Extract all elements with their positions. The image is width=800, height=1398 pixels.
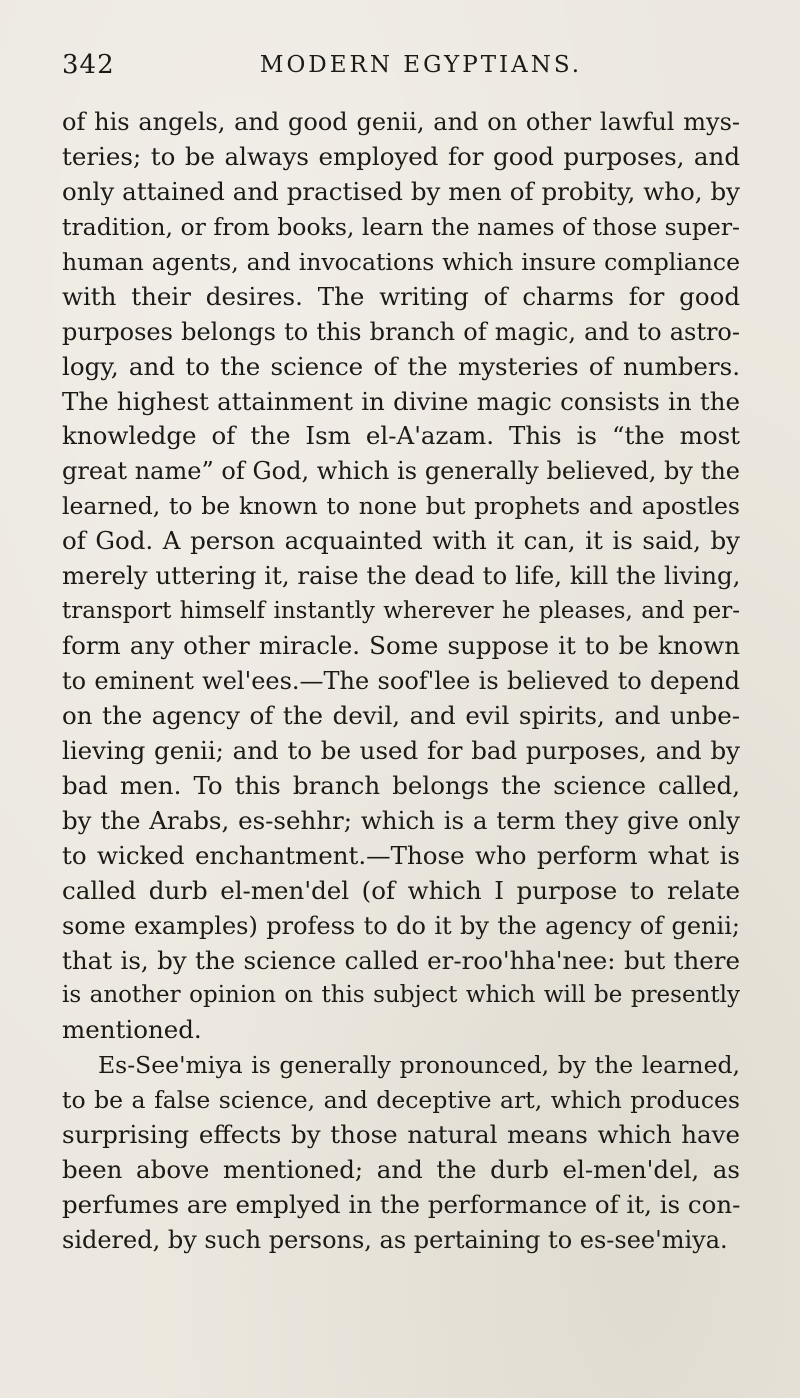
- text-line: purposes belongs to this branch of magic, and to astro-: [62, 317, 740, 346]
- text-line: called durb el-men'del (of which I purpose to relate: [62, 875, 740, 905]
- text-line: with their desires. The writing of charms for good: [62, 281, 740, 311]
- text-line: is another opinion on this subject which will be presently: [62, 982, 740, 1009]
- text-line: bad men. To this branch belongs the science called,: [62, 770, 740, 800]
- page-number: 342: [62, 50, 115, 80]
- text-line: lieving genii; and to be used for bad purposes, and by: [62, 735, 740, 765]
- text-line: logy, and to the science of the mysteries of numbers.: [62, 351, 740, 381]
- text-line: surprising effects by those natural means which have: [62, 1120, 740, 1150]
- text-line: only attained and practised by men of probity, who, by: [62, 176, 740, 206]
- text-line: human agents, and invocations which insure compliance: [62, 247, 740, 276]
- text-line: great name” of God, which is generally believed, by the: [62, 457, 740, 486]
- text-line: to eminent wel'ees.—The soof'lee is believed to depend: [62, 667, 740, 695]
- text-line: The highest attainment in divine magic consists in the: [62, 386, 740, 416]
- text-line: to wicked enchantment.—Those who perform what is: [62, 840, 740, 870]
- text-line: merely uttering it, raise the dead to life, kill the living,: [62, 561, 741, 591]
- text-line: of his angels, and good genii, and on other lawful mys-: [62, 108, 740, 136]
- text-line: learned, to be known to none but prophets and apostles: [62, 492, 740, 521]
- text-line: on the agency of the devil, and evil spirits, and unbe-: [62, 700, 740, 730]
- text-line: by the Arabs, es-sehhr; which is a term they give only: [62, 805, 740, 835]
- text-line: knowledge of the Ism el-A'azam. This is “the most: [62, 421, 740, 451]
- text-line: teries; to be always employed for good purposes, and: [62, 141, 740, 171]
- text-line: some examples) profess to do it by the agency of genii;: [62, 911, 740, 940]
- body-text: [62, 105, 740, 1258]
- text-line: of God. A person acquainted with it can, it is said, by: [62, 526, 740, 556]
- text-line: been above mentioned; and the durb el-men'del, as: [62, 1155, 740, 1185]
- text-line: tradition, or from books, learn the names of those super-: [62, 212, 740, 241]
- text-line: perfumes are emplyed in the performance of it, is con-: [62, 1190, 741, 1220]
- text-line: transport himself instantly wherever he pleases, and per-: [62, 598, 740, 625]
- text-line: mentioned.: [62, 1015, 202, 1045]
- text-line: Es-See'miya is generally pronounced, by the learned,: [98, 1051, 740, 1080]
- text-line: that is, by the science called er-roo'hha'nee: but there: [62, 945, 740, 975]
- text-line: form any other miracle. Some suppose it to be known: [62, 631, 740, 661]
- running-title: MODERN EGYPTIANS.: [259, 52, 583, 78]
- text-line: to be a false science, and deceptive art, which produces: [62, 1086, 740, 1115]
- text-line: sidered, by such persons, as pertaining to es-see'miya.: [62, 1226, 728, 1254]
- running-head: [62, 50, 740, 90]
